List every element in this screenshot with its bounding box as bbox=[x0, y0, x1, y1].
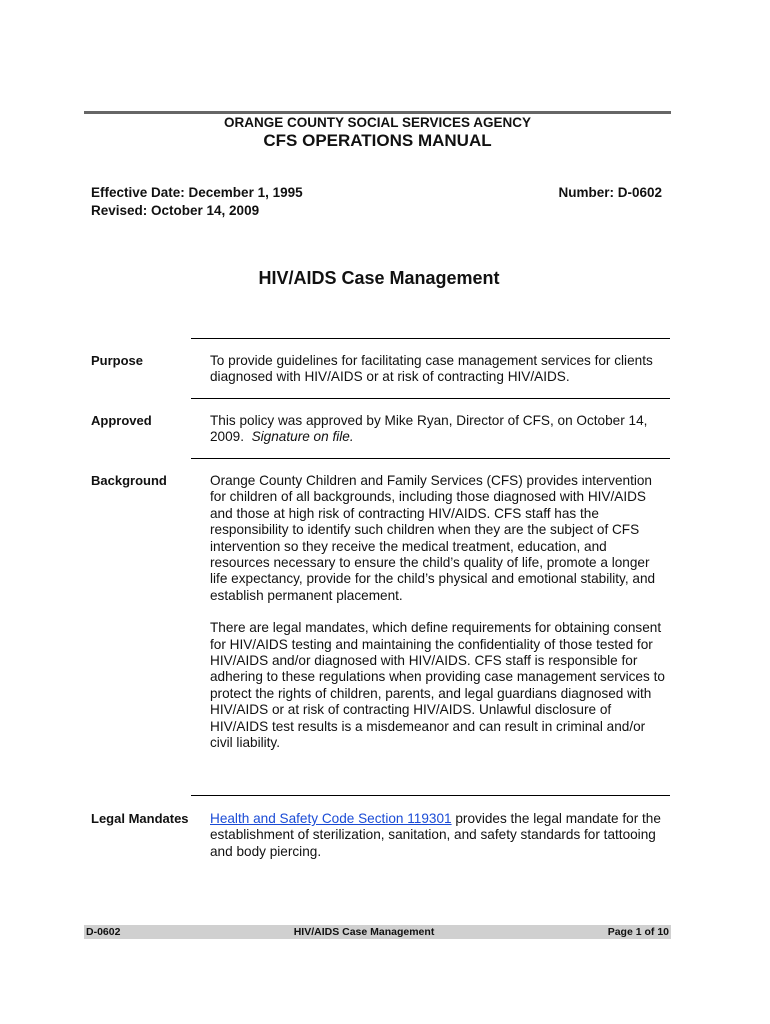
footer-page-number: Page 1 of 10 bbox=[607, 926, 669, 938]
background-label: Background bbox=[91, 473, 167, 488]
footer-title: HIV/AIDS Case Management bbox=[293, 926, 435, 938]
agency-name: ORANGE COUNTY SOCIAL SERVICES AGENCY bbox=[223, 115, 532, 130]
legal-mandates-label: Legal Mandates bbox=[91, 811, 189, 826]
approved-paragraph: This policy was approved by Mike Ryan, Director of CFS, on October 14, 2009. bbox=[210, 413, 648, 445]
header-rule bbox=[84, 111, 671, 114]
legal-mandates-text bbox=[210, 811, 668, 860]
legal-mandates-paragraph: provides the legal mandate for the establishment of sterilization, sanitation, and safety standards for tattooing and body piercing. bbox=[210, 811, 661, 859]
footer-document-number: D-0602 bbox=[86, 926, 121, 938]
approved-label: Approved bbox=[91, 413, 152, 428]
health-safety-code-link[interactable]: Health and Safety Code Section 119301 bbox=[210, 811, 452, 826]
effective-date: Effective Date: December 1, 1995 bbox=[91, 185, 303, 200]
purpose-text bbox=[210, 353, 668, 386]
divider bbox=[191, 338, 670, 339]
purpose-paragraph: To provide guidelines for facilitating case management services for clients diagnosed with HIV/AIDS or at risk of contracting HIV/AIDS. bbox=[210, 353, 653, 385]
date-block bbox=[91, 184, 303, 220]
divider bbox=[191, 795, 670, 796]
document-number: Number: D-0602 bbox=[558, 185, 662, 200]
approved-text bbox=[210, 413, 668, 446]
background-paragraph-1: Orange County Children and Family Services (CFS) provides intervention for children of all backgrounds, including those diagnosed with HIV/AIDS and those at high risk of contracting HIV/AIDS. CFS staff has the responsibility to identify such children when they are the subject of CFS intervention so they receive the medical treatment, education, and resources necessary to ensure the child’s quality of life, promote a longer life expectancy, provide for the child’s physical and emotional stability, and establish permanent placement. bbox=[210, 473, 656, 603]
purpose-label: Purpose bbox=[91, 353, 144, 368]
page-title: HIV/AIDS Case Management bbox=[258, 268, 500, 288]
background-paragraph-2: There are legal mandates, which define requirements for obtaining consent for HIV/AIDS testing and maintaining the confidentiality of those tested for HIV/AIDS and/or diagnosed with HIV/AIDS. CFS staff is responsible for adhering to these regulations when providing case management services to protect the rights of children, parents, and legal guardians diagnosed with HIV/AIDS or at risk of contracting HIV/AIDS. Unlawful disclosure of HIV/AIDS test results is a misdemeanor and can result in criminal and/or civil liability. bbox=[210, 620, 665, 751]
page-footer bbox=[84, 925, 671, 939]
divider bbox=[191, 398, 670, 399]
revised-date: Revised: October 14, 2009 bbox=[91, 203, 260, 218]
divider bbox=[191, 458, 670, 459]
background-text bbox=[210, 473, 668, 752]
manual-title: CFS OPERATIONS MANUAL bbox=[263, 131, 492, 150]
signature-note: Signature on file. bbox=[251, 429, 354, 445]
